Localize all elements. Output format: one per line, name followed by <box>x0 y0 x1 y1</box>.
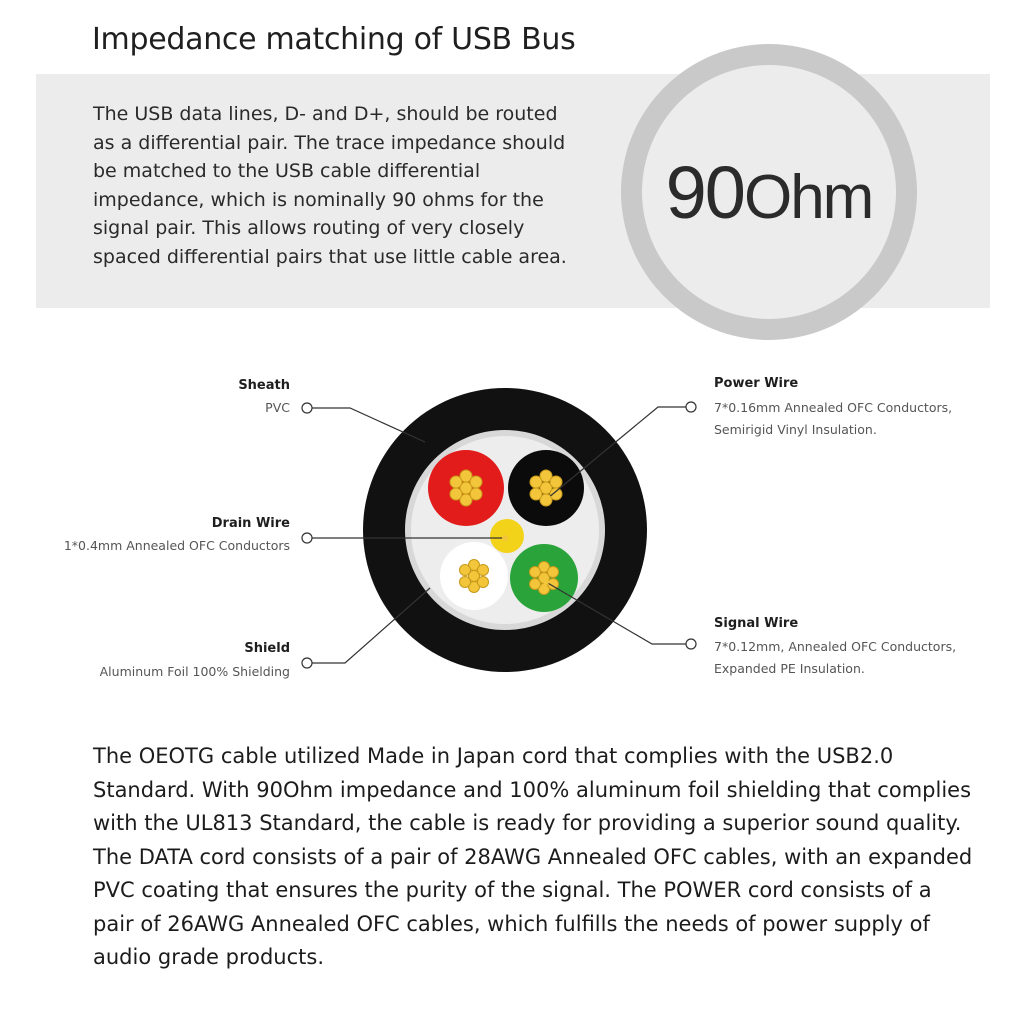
shield-marker <box>302 658 312 668</box>
badge-unit: Ohm <box>743 162 873 232</box>
signal-desc-2: Expanded PE Insulation. <box>714 661 865 676</box>
intro-paragraph: The USB data lines, D- and D+, should be routed as a differential pair. The trace impedance should be matched to the USB cable differential impedance, which is nominally 90 ohms for the signal pair. This allows routing of very closely spaced differential pairs that use little cable area. <box>93 103 567 268</box>
drain-label: Drain Wire <box>211 516 290 531</box>
badge-number: 90 <box>665 150 744 234</box>
shield-label: Shield <box>244 641 290 656</box>
body-text <box>93 740 973 975</box>
impedance-badge <box>642 65 896 319</box>
power-dot <box>545 495 551 501</box>
power-label: Power Wire <box>714 376 799 391</box>
signal-label: Signal Wire <box>714 616 799 631</box>
power-marker <box>686 402 696 412</box>
sheath-marker <box>302 403 312 413</box>
power-desc-2: Semirigid Vinyl Insulation. <box>714 422 877 437</box>
shield-desc: Aluminum Foil 100% Shielding <box>99 664 290 679</box>
signal-desc-1: 7*0.12mm, Annealed OFC Conductors, <box>714 639 957 654</box>
signal-dot <box>543 579 549 585</box>
page-title: Impedance matching of USB Bus <box>92 22 576 57</box>
drain-dot <box>502 535 508 541</box>
sheath-label: Sheath <box>238 378 290 393</box>
sheath-desc: PVC <box>265 400 290 415</box>
signal-marker <box>686 639 696 649</box>
cable-cross-section-diagram <box>0 360 1024 700</box>
drain-marker <box>302 533 312 543</box>
power-desc-1: 7*0.16mm Annealed OFC Conductors, <box>714 400 953 415</box>
body-paragraph-2: The DATA cord consists of a pair of 28AWG Annealed OFC cables, with an expanded PVC coating that ensures the purity of the signal. The POWER cord consists of a pair of 26AWG Annealed OFC cables, which fulfills the needs of power supply of audio grade products. <box>93 844 973 969</box>
body-paragraph-1: The OEOTG cable utilized Made in Japan cord that complies with the USB2.0 Standard. With 90Ohm impedance and 100% aluminum foil shielding that complies with the UL813 Standard, the cable is ready for providing a superior sound quality. <box>93 744 972 835</box>
drain-desc: 1*0.4mm Annealed OFC Conductors <box>63 538 290 553</box>
